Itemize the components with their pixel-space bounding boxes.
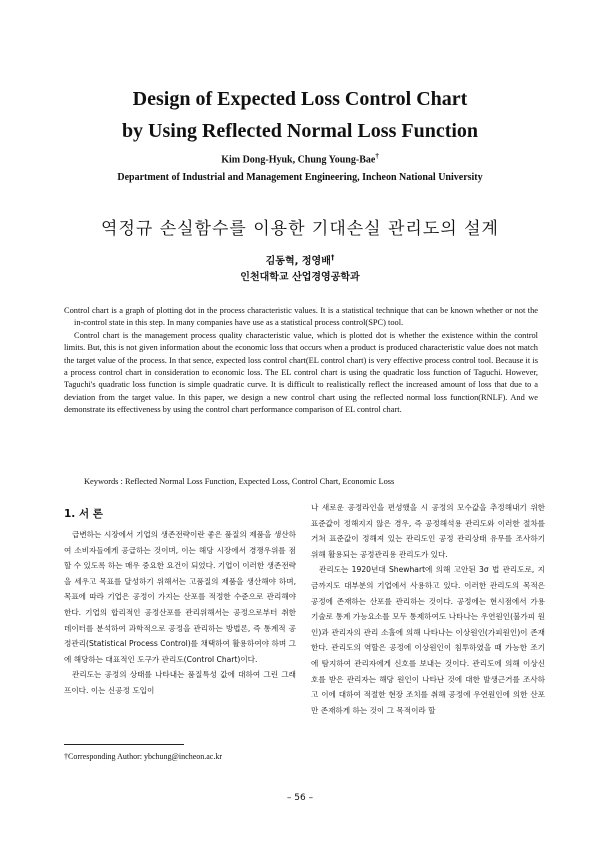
footnote: †Corresponding Author: ybchung@incheon.ac.kr [64, 752, 223, 761]
body-paragraph: 급변하는 시장에서 기업의 생존전략이란 좋은 품질의 제품을 생산하여 소비자들에게 공급하는 것이며, 이는 해당 시장에서 경쟁우위를 점할 수 있도록 하는 매우 중요한 요건이 되었다. 기업이 이러한 생존전략을 세우고 목표를 달성하기 위해서는 고품질의 제품을 생산해야 하며, 목표에 따라 기업은 공정이 가지는 산포를 적정한 수준으로 관리해야 한다. 기업의 합리적인 공정산포를 관리위해서는 공정으로부터 취한 데이터를 분석하여 과학적으로 공정을 관리하는 방법론, 즉 통계적 공정관리(Statistical Process Control)를 채택하여 활용하여야 하며 그에 해당하는 대표적인 도구가 관리도(Control Chart)이다. [64, 530, 296, 664]
keywords: Keywords : Reflected Normal Loss Function, Expected Loss, Control Chart, Economic Loss [84, 477, 395, 486]
affiliation-ko: 인천대학교 산업경영공학과 [240, 272, 360, 283]
abstract-paragraph-2: Control chart is the management process quality characteristic value, which is plotted dot is whether the existence within the control limits. But, this is not given information about the economic loss that occurs when a product is produced characteristic value does not match the target value of the process. In that sence, expected loss control chart(EL control chart) is very effective process control tool. Because it is a process control chart in consideration to economic loss. The EL control chart is using the quadratic loss function of Taguchi. However, Taguchi's quadratic loss function is simple quadratic curve. It is difficult to realistically reflect the increased amount of loss that due to a deviation from the target value. In this paper, we design a new control chart using the reflected normal loss function(RNLF). And we demonstrate its effectiveness by using the control chart performance comparison of EL control chart. [64, 330, 538, 415]
authors-ko-names: 김동혁, 정영배 [265, 256, 331, 267]
section-title: 1. 서 론 [64, 508, 103, 520]
corresponding-mark: † [375, 152, 379, 160]
body-paragraph: 관리도는 공정의 상태를 나타내는 품질특성 값에 대하여 그린 그래프이다. 이는 신공정 도입이 [64, 670, 296, 695]
page-number: – 56 – [286, 793, 314, 803]
affiliation-en: Department of Industrial and Management Engineering, Incheon National University [117, 172, 483, 183]
abstract [64, 305, 538, 417]
paper-title-line1: Design of Expected Loss Control Chart [132, 88, 468, 110]
body-paragraph: 나 새로운 공정라인을 편성했을 시 공정의 모수값을 추정해내기 위한 표준값이 정해지지 않은 경우, 즉 공정해석용 관리도와 이러한 절차를 거쳐 표준값이 정해져 있는 관리도인 공정 관리상태 유무를 조사하기 위해 활용되는 공정관리용 관리도가 있다. [311, 503, 545, 559]
abstract-paragraph-1: Control chart is a graph of plotting dot in the process characteristic values. It is a statistical technique that can be known whether or not the in-control state in this step. In many companies have use as a statistical process control(SPC) tool. [64, 306, 538, 328]
paper-title-line2: by Using Reflected Normal Loss Function [121, 120, 479, 142]
footnote-divider [64, 744, 184, 745]
paper-title-ko: 역정규 손실함수를 이용한 기대손실 관리도의 설계 [101, 219, 499, 239]
corresponding-mark-ko: † [330, 253, 335, 262]
right-column [311, 500, 545, 718]
body-paragraph: 관리도는 1920년대 Shewhart에 의해 고안된 3σ 법 관리도로, 지금까지도 대부분의 기업에서 사용하고 있다. 이러한 관리도의 목적은 공정에 존재하는 산포를 관리하는 것이다. 공정에는 현시점에서 가용 기술로 통계 가능요소를 모두 통제하여도 나타나는 우연원인(불가피 원인)과 관리자의 관리 소홀에 의해 나타나는 이상원인(가피원인)이 존재 한다. 관리도의 역할은 공정에 이상원인이 침투하였을 때 가능한 조기에 탐지하여 관리자에게 신호를 보내는 것이다. 관리도에 의해 이상신호를 받은 관리자는 해당 원인이 나타난 것에 대한 발생근거를 조사하고 이에 대하여 적절한 현장 조치를 취해 공정에 우연원인에 의한 산포만 존재하게 하는 것이 그 목적이라 할 [311, 565, 545, 715]
authors-en [0, 152, 600, 165]
authors-ko [0, 252, 600, 267]
left-column [64, 505, 296, 699]
authors-en-names: Kim Dong-Hyuk, Chung Young-Bae [221, 154, 376, 166]
